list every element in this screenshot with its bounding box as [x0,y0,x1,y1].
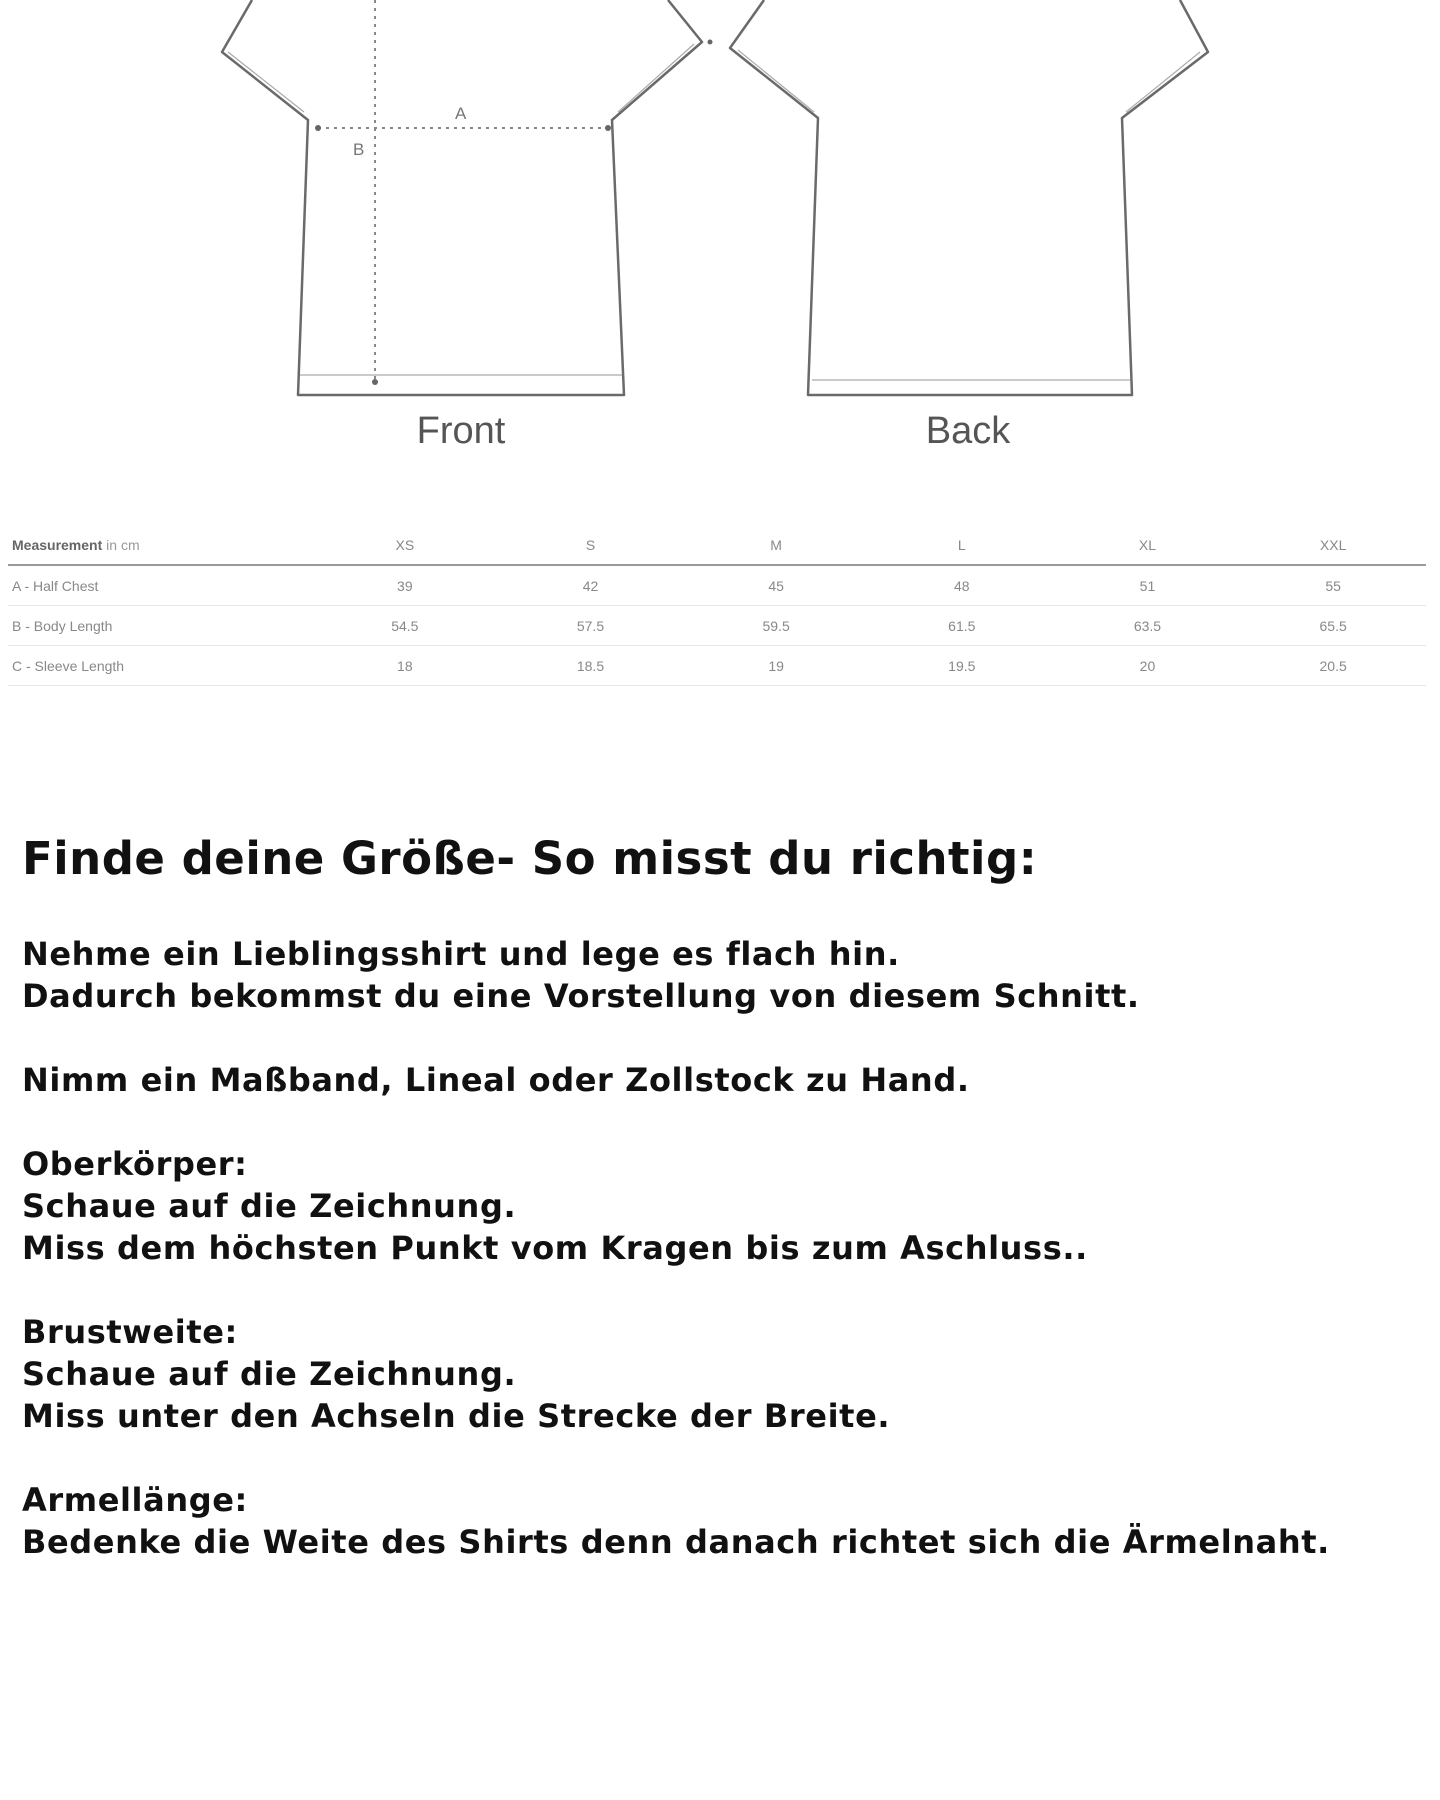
instruction-line: Bedenke die Weite des Shirts denn danach richtet sich die Ärmelnaht. [22,1523,1330,1561]
front-shirt-outline [222,0,702,395]
table-cell: 61.5 [869,606,1055,646]
instruction-heading: Brustweite: [22,1313,238,1351]
table-cell: 42 [498,565,684,606]
table-cell: 54.5 [312,606,498,646]
table-cell: 51 [1055,565,1241,606]
measurement-label: Measurement [12,536,103,553]
table-cell: 45 [683,565,869,606]
unit-label: in cm [106,536,140,553]
row-label: A - Half Chest [8,565,312,606]
instruction-heading: Armellänge: [22,1481,248,1519]
table-cell: 20 [1055,646,1241,686]
front-measure-lines [318,0,608,380]
measurement-header [8,525,312,565]
table-cell: 59.5 [683,606,869,646]
instruction-paragraph [22,1143,1402,1269]
table-cell: 48 [869,565,1055,606]
instruction-line: Dadurch bekommst du eine Vorstellung von diesem Schnitt. [22,977,1140,1015]
size-header-m: M [683,525,869,565]
measuring-instructions [22,832,1402,1605]
size-header-xs: XS [312,525,498,565]
table-cell: 57.5 [498,606,684,646]
instruction-line: Nehme ein Lieblingsshirt und lege es flach hin. [22,935,900,973]
table-row [8,606,1426,646]
size-header-s: S [498,525,684,565]
back-label: Back [925,410,1011,452]
dimension-a-label: A [455,104,467,123]
back-shirt-outline [730,0,1208,395]
row-label: C - Sleeve Length [8,646,312,686]
instruction-line: Miss dem höchsten Punkt vom Kragen bis zum Aschluss.. [22,1229,1088,1267]
instruction-paragraph [22,1059,1402,1101]
table-cell: 18.5 [498,646,684,686]
front-label: Front [416,410,506,452]
table-cell: 18 [312,646,498,686]
table-row [8,646,1426,686]
size-header-xxl: XXL [1240,525,1426,565]
table-row [8,565,1426,606]
instructions-title: Finde deine Größe- So misst du richtig: [22,832,1038,885]
instruction-line: Nimm ein Maßband, Lineal oder Zollstock zu Hand. [22,1061,970,1099]
instruction-heading: Oberkörper: [22,1145,248,1183]
size-table [8,525,1426,686]
instruction-line: Miss unter den Achseln die Strecke der Breite. [22,1397,891,1435]
table-cell: 39 [312,565,498,606]
instruction-paragraph [22,933,1402,1017]
dimension-b-label: B [353,140,365,159]
row-label: B - Body Length [8,606,312,646]
shirt-diagram [0,0,1440,470]
instruction-line: Schaue auf die Zeichnung. [22,1187,517,1225]
size-header-l: L [869,525,1055,565]
table-cell: 65.5 [1240,606,1426,646]
instruction-paragraph [22,1311,1402,1437]
shirt-drawings [0,0,1440,470]
size-table-header [8,525,1426,565]
size-header-xl: XL [1055,525,1241,565]
table-cell: 55 [1240,565,1426,606]
table-cell: 63.5 [1055,606,1241,646]
instruction-line: Schaue auf die Zeichnung. [22,1355,517,1393]
table-cell: 19.5 [869,646,1055,686]
measure-points [315,40,713,386]
table-cell: 19 [683,646,869,686]
table-cell: 20.5 [1240,646,1426,686]
instruction-paragraph [22,1479,1402,1563]
